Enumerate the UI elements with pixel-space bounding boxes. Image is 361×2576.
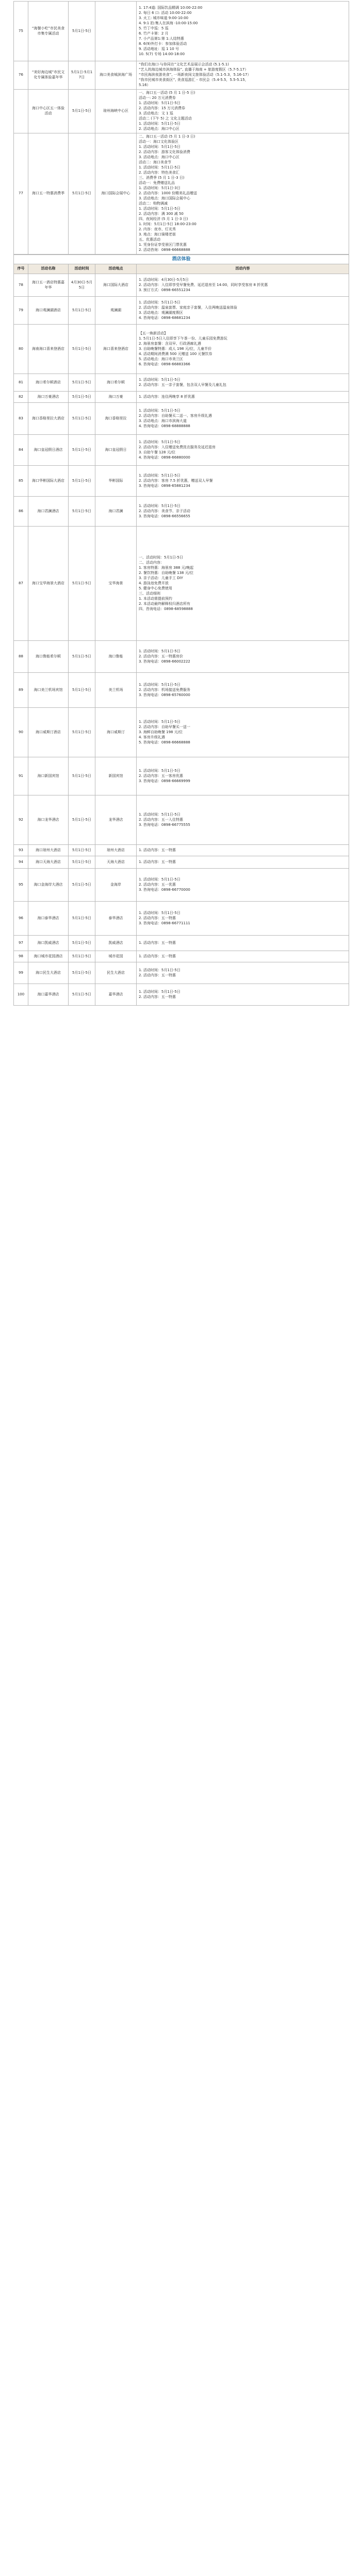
row-number: 95 <box>14 869 28 902</box>
activity-name: 海口凯威酒店 <box>28 936 69 951</box>
content-line: 8. 6(9)外打卡：参加体验活动 <box>139 41 187 46</box>
content-line: 3. 活动地点：海口国际会展中心 <box>139 196 190 200</box>
content-line: 1. 活动时间：5月1日-5日 <box>139 300 180 304</box>
content-line: 5. 咨询电话：0898-66668888 <box>139 740 190 744</box>
activity-content <box>137 936 349 951</box>
content-line: 1. 活动时间：5月1日-5日 <box>139 473 180 478</box>
activity-name: “海餐小吃”市民美食市集专属活动 <box>28 2 69 61</box>
activity-content <box>137 61 349 90</box>
content-line: 2. 海景房套餐：含双早、行政酒廊礼遇 <box>139 341 201 346</box>
content-line: 4. 活动期间消费满 500 元赠送 100 元餐饮券 <box>139 351 212 356</box>
content-line: 5.16） <box>139 83 151 87</box>
content-line: 4. 咨询电话：0898-68681234 <box>139 315 190 320</box>
activity-content <box>137 527 349 641</box>
content-line: 二、活动内容： <box>139 560 164 565</box>
row-number: 91 <box>14 757 28 795</box>
content-line: 10. 5(7) 专场 14:00-18:00 <box>139 52 185 56</box>
table-row <box>14 392 349 403</box>
content-line: 3. 亲子活动：儿童手工 DIY <box>139 575 183 580</box>
content-line: 2. 活动内容：五一特惠 <box>139 994 176 999</box>
content-line: 1. 活动时间：5月1日-5日 <box>139 649 180 653</box>
content-line: 2. 活动内容：游客文化体验消费 <box>139 150 190 154</box>
activity-name: 海口宝华海景大酒店 <box>28 527 69 641</box>
row-number: 96 <box>14 902 28 936</box>
content-line: 2. 活动内容：五一特惠 <box>139 916 176 920</box>
activity-name: 海口中心区五一体验活动 <box>28 90 69 133</box>
activity-place: 海口喜来登酒店 <box>95 325 137 374</box>
activity-content <box>137 90 349 133</box>
content-line: 活动一：海口文化体验区 <box>139 140 178 144</box>
activity-content <box>137 497 349 527</box>
table-row <box>14 435 349 466</box>
table-row <box>14 845 349 856</box>
activity-time: 5月1日-5日 <box>69 325 95 374</box>
table-row <box>14 527 349 641</box>
activity-name: 海口美兰机场宾馆 <box>28 673 69 708</box>
row-number: 93 <box>14 845 28 856</box>
row-number: 81 <box>14 374 28 392</box>
activity-time: 5月1日-5日 <box>69 133 95 255</box>
activity-time: 5月1日-5日 <box>69 856 95 869</box>
content-line: 活动二：购物满减 <box>139 201 168 206</box>
row-number: 76 <box>14 61 28 90</box>
content-line: 5. 健身中心免费使用 <box>139 586 172 590</box>
activity-content <box>137 374 349 392</box>
content-line: 3. 预订方式：0898-66551234 <box>139 287 190 292</box>
content-line: 2. 活动内容：满 300 减 50 <box>139 212 184 216</box>
content-line: 2. 活动内容：自助早餐买一送一 <box>139 724 190 729</box>
activity-time: 5月1日-5日 <box>69 641 95 673</box>
activity-content <box>137 902 349 936</box>
content-line: 3. 活动地点：海口中心区 <box>139 155 179 159</box>
table-row <box>14 274 349 297</box>
activity-time: 5月1日-5日 <box>69 2 95 61</box>
activity-content <box>137 757 349 795</box>
content-line: 1. 活动时间：5月1日-5日 <box>139 408 180 413</box>
content-line: 2. 活动内容：特色美食汇 <box>139 171 179 175</box>
table-row <box>14 673 349 708</box>
activity-time: 5月1日-5日 <box>69 466 95 497</box>
content-line: 2. 活动内容：五一客房优惠 <box>139 773 183 778</box>
activity-time: 5月1日-5日 <box>69 403 95 435</box>
activity-time: 5月1日-5日 <box>69 297 95 325</box>
activity-name: 海口香格里拉大酒店 <box>28 403 69 435</box>
content-line: 2. 活动内容：五一特惠 <box>139 973 176 977</box>
row-number: 100 <box>14 984 28 1006</box>
activity-place: 海口国际大酒店 <box>95 274 137 297</box>
content-line: 1. 活动时间：5月1日-5日 <box>139 877 180 882</box>
content-line: 2. 本活动最终解释权归酒店所有 <box>139 601 190 606</box>
content-line: 2. 活动内容：入住赠送免费洗衣服务及延迟退房 <box>139 445 216 449</box>
activity-place: 琼州大酒店 <box>95 845 137 856</box>
activity-place: 凯威酒店 <box>95 936 137 951</box>
content-line: 3. 地点：海口骑楼老街 <box>139 232 176 236</box>
activity-content <box>137 856 349 869</box>
activity-place: 海口希尔顿 <box>95 374 137 392</box>
content-line: 1. 活动时间：5月1日-5日 <box>139 910 180 915</box>
activity-sheet <box>13 1 349 1006</box>
content-line: 一、活动时间：5月1日-5日 <box>139 555 183 560</box>
activity-content <box>137 708 349 757</box>
content-line: 1. 活动内容：五一特惠 <box>139 859 176 864</box>
content-line: 1. 活动时间：5月1日-5日 <box>139 719 180 724</box>
activity-place: 观澜湖 <box>95 297 137 325</box>
content-line: 1. 活动时间：5月1日-5日 <box>139 812 180 817</box>
activity-place: 泰华酒店 <box>95 902 137 936</box>
content-line: 1. 活动时间：5月1日-5日 <box>139 768 180 773</box>
content-line: 3. 咨询电话：0898-66771111 <box>139 921 190 925</box>
content-line: 5. 活动地点：海口市美兰区 <box>139 357 183 361</box>
col-header-no: 序号 <box>14 264 28 274</box>
activity-content <box>137 392 349 403</box>
row-number: 75 <box>14 2 28 61</box>
content-line: “我市民城市美食街区”, 美食巡游汇 - 市民会（5.4-5.5，5.5-5.15， <box>139 78 249 82</box>
content-line: 1. 活动时间：5月1日-3日 <box>139 186 180 190</box>
activity-place: 嘉华酒店 <box>95 984 137 1006</box>
activity-time: 5月1日-5日 <box>69 902 95 936</box>
activity-place: 宝华海景 <box>95 527 137 641</box>
activity-place: 海口美食城滨海广场 <box>95 61 137 90</box>
row-number: 83 <box>14 403 28 435</box>
activity-time: 5月1日-5日 <box>69 951 95 962</box>
content-line: 2. 活动内容：1000 份精美礼品赠送 <box>139 191 197 195</box>
activity-time: 5月1日-5日 <box>69 527 95 641</box>
content-line: 2. 活动内容：机场接送免费服务 <box>139 687 190 692</box>
content-line: 1. 活动时间：5月1日-5日 <box>139 145 180 149</box>
content-line: 3. 咨询电话：0898-65760000 <box>139 692 190 697</box>
activity-content <box>137 795 349 845</box>
content-line: 2. 活动内容：五一特惠房价 <box>139 654 183 658</box>
table-row <box>14 902 349 936</box>
row-number: 86 <box>14 497 28 527</box>
table-row <box>14 984 349 1006</box>
row-number: 88 <box>14 641 28 673</box>
content-line: 3. 活动地点：文 1 巡 <box>139 111 173 115</box>
activity-name: 海口五一特惠消费季 <box>28 133 69 255</box>
activity-content <box>137 869 349 902</box>
content-line: 2. 活动内容：五一入住特惠 <box>139 817 183 822</box>
table-row <box>14 133 349 255</box>
activity-time: 5月1日-5月17日 <box>69 61 95 90</box>
table-row <box>14 90 349 133</box>
activity-content <box>137 297 349 325</box>
content-line: 二、海口五一活动 (5 月 1 日-3 日) <box>139 134 195 139</box>
row-number: 98 <box>14 951 28 962</box>
content-line: 活动一：免费赠送礼品 <box>139 181 175 185</box>
table-row <box>14 951 349 962</box>
table-row <box>14 962 349 984</box>
activity-content <box>137 641 349 673</box>
content-line: 4. 咨询电话：0898-66880000 <box>139 455 190 460</box>
row-number: 99 <box>14 962 28 984</box>
activity-place: 美兰机场 <box>95 673 137 708</box>
content-line: 四、夜间经济 (5 月 1 日-3 日) <box>139 217 188 221</box>
content-line: 1. 时间：5月1日-5日 18:00-23:00 <box>139 222 196 226</box>
activity-time: 5月1日-5日 <box>69 869 95 902</box>
activity-time: 5月1日-5日 <box>69 673 95 708</box>
table-row <box>14 325 349 374</box>
table-row <box>14 403 349 435</box>
content-line: 一、海口五一活动 (5 月 1 日-5 日) <box>139 91 195 95</box>
activity-name: 海口威斯汀酒店 <box>28 708 69 757</box>
row-number: 82 <box>14 392 28 403</box>
activity-name: 海口鲁能希尔顿 <box>28 641 69 673</box>
content-line: 1. 客房特惠：海景房 388 元/晚起 <box>139 565 194 570</box>
content-line: 7. 小产品第1:第 1:人结特惠 <box>139 36 184 41</box>
content-line: 3. 活动地点：海口市滨海大道 <box>139 418 187 423</box>
activity-name: 海口金海岸大酒店 <box>28 869 69 902</box>
content-line: 1. 17:4道: 国际饮品精调 10:00-22:00 <box>139 5 203 10</box>
col-header-place: 活动地点 <box>95 264 137 274</box>
content-line: 3. 咨询电话：0898-65881234 <box>139 483 190 488</box>
activity-time: 5月1日-5日 <box>69 757 95 795</box>
table-row <box>14 869 349 902</box>
activity-content <box>137 951 349 962</box>
content-line: 1. 活动时间：5月1日-5日 <box>139 377 180 382</box>
table-header-row <box>14 264 349 274</box>
activity-name: 海口五一酒店特惠嘉年华 <box>28 274 69 297</box>
activity-name: 海南海口喜来登酒店 <box>28 325 69 374</box>
activity-place: 海口君澜 <box>95 497 137 527</box>
table-row <box>14 936 349 951</box>
content-line: 1. 活动时间：5月1日-5日 <box>139 101 180 105</box>
content-line: 6. 咨询电话：0898-66883366 <box>139 362 190 366</box>
row-number: 92 <box>14 795 28 845</box>
row-number: 97 <box>14 936 28 951</box>
content-line: 2. 活动内容：自助餐买二送一、客房升级礼遇 <box>139 413 212 418</box>
activity-name: 海口嘉华酒店 <box>28 984 69 1006</box>
content-line: 6. 竹产卡第：2 月 <box>139 31 169 36</box>
row-number: 77 <box>14 133 28 255</box>
content-line: 3. 自助晚餐特惠：成人 198 元/位，儿童半价 <box>139 346 212 351</box>
content-line: 1. 活动时间：5月1日-5日 <box>139 968 180 972</box>
table-row <box>14 466 349 497</box>
content-line: 1. 活动内容：五一特惠 <box>139 954 176 958</box>
content-line: 2. 活动内容：美食节、亲子活动 <box>139 509 190 513</box>
table-row <box>14 757 349 795</box>
section-title: 酒店体验 <box>14 255 349 264</box>
activity-place: 华彬国际 <box>95 466 137 497</box>
table-row <box>14 856 349 869</box>
activity-time: 5月1日-5日 <box>69 708 95 757</box>
content-line: 【五一焕新活动】 <box>139 331 168 335</box>
content-line: 2. 活动咨询：0898-66668888 <box>139 248 190 252</box>
content-line: 4. 9:1 拍:集人在滨海 -10:00-15:00 <box>139 21 198 25</box>
content-line: 3. 咨询电话：0898-66556655 <box>139 514 190 518</box>
row-number: 89 <box>14 673 28 708</box>
content-line: 1. 活动时间：5月1日-5日 <box>139 989 180 994</box>
activity-name: 海口皇冠假日酒店 <box>28 435 69 466</box>
activity-name: 海口城市花园酒店 <box>28 951 69 962</box>
activity-name: 海口观澜湖酒店 <box>28 297 69 325</box>
content-line: 5. 竹丁中巡：5 巡 <box>139 26 169 30</box>
activity-time: 5月1日-5日 <box>69 435 95 466</box>
activity-place: 金海岸 <box>95 869 137 902</box>
activity-name: 海口龙华酒店 <box>28 795 69 845</box>
activity-name: 海口琼州大酒店 <box>28 845 69 856</box>
activity-content <box>137 962 349 984</box>
activity-content <box>137 984 349 1006</box>
col-header-content: 活动内容 <box>137 264 349 274</box>
activity-time: 4月30日-5月5日 <box>69 274 95 297</box>
content-line: 2. 活动内容：客房 7.5 折优惠，赠送双人早餐 <box>139 478 213 483</box>
content-line: 1. 活动内容：五一特惠 <box>139 848 176 852</box>
activity-name: 海口天海大酒店 <box>28 856 69 869</box>
activity-name: 海口民生大酒店 <box>28 962 69 984</box>
table-row <box>14 374 349 392</box>
activity-place: 海口国际会展中心 <box>95 133 137 255</box>
content-line: 2. 活动地点：海口中心区 <box>139 127 179 131</box>
activity-place <box>95 2 137 61</box>
content-line: “艺人的海边城市滨海体验”, 直播于海南 + 旅游度假区（5.7-5.17） <box>139 67 249 72</box>
content-line: 1. 本活动需提前预约 <box>139 596 172 601</box>
content-line: 1. 凭身份证享受景区门票优惠 <box>139 243 187 247</box>
content-line: 3. 自助午餐 128 元/位 <box>139 450 176 454</box>
content-line: 3. 咨询电话：0898-66770000 <box>139 887 190 892</box>
activity-content <box>137 845 349 856</box>
content-line: 1. 活动时间：4月30日-5月5日 <box>139 277 189 282</box>
content-line: 1. 5月1日-5日入住即享下午茶一份、儿童乐园免费游玩 <box>139 336 227 341</box>
activity-name: 海口君澜酒店 <box>28 497 69 527</box>
content-line: 1. 活动时间：5月1日-5日 <box>139 122 180 126</box>
activity-content <box>137 274 349 297</box>
content-line: 1. 活动时间：5月1日-5日 <box>139 503 180 508</box>
activity-time: 5月1日-5日 <box>69 962 95 984</box>
table-row <box>14 641 349 673</box>
activity-time: 5月1日-5日 <box>69 392 95 403</box>
activity-content <box>137 673 349 708</box>
row-number: 85 <box>14 466 28 497</box>
content-line: 1. 活动内容：五一特惠 <box>139 940 176 945</box>
content-line: 3. 咨询电话：0898-66002222 <box>139 659 190 664</box>
activity-place: 海口威斯汀 <box>95 708 137 757</box>
content-line: 2. 活动内容：15 万元消费券 <box>139 106 186 110</box>
activity-content <box>137 325 349 374</box>
row-number: 84 <box>14 435 28 466</box>
content-line: 活动二：海口美食节 <box>139 160 171 164</box>
table-row <box>14 708 349 757</box>
content-line: 2. 活动内容：五一优惠 <box>139 882 176 887</box>
activity-place: 新国宾馆 <box>95 757 137 795</box>
activity-content <box>137 133 349 255</box>
top-table <box>13 1 349 255</box>
content-line: 1. 活动时间：5月1日-5日 <box>139 682 180 687</box>
content-line: 2. 活动内容：五一亲子套餐，包含双人早餐及儿童礼包 <box>139 382 226 387</box>
activity-name: 海口泰华酒店 <box>28 902 69 936</box>
content-line: 3. 火工: 城市味道 9:00-10:00 <box>139 15 189 20</box>
content-line: 活动一: 20 万元消费券 <box>139 96 176 100</box>
row-number: 80 <box>14 325 28 374</box>
content-line: 1. 活动时间：5月1日-5日 <box>139 207 180 211</box>
content-line: “市民海滨夜游美食”, 一场新夜间文旅体验活动（5.1-5.3，5.16-17） <box>139 73 251 77</box>
activity-place: 城市花园 <box>95 951 137 962</box>
table-row <box>14 61 349 90</box>
activity-time: 5月1日-5日 <box>69 795 95 845</box>
content-line: 三、活动细则 <box>139 591 160 596</box>
content-line: 9. 活动地址：巡 1 10 号 <box>139 46 179 51</box>
content-line: 1. 活动内容：连住两晚享 8 折优惠 <box>139 394 195 399</box>
activity-time: 5月1日-5日 <box>69 936 95 951</box>
content-line: 三、消费季 (5 月 1 日-3 日) <box>139 176 185 180</box>
activity-time: 5月1日-5日 <box>69 497 95 527</box>
hotel-table <box>13 255 349 1006</box>
content-line: 活动二 (下午 5) 之 文化主题活动 <box>139 116 192 121</box>
activity-place: 琼州海峡中心区 <box>95 90 137 133</box>
row-number: 87 <box>14 527 28 641</box>
row-number <box>14 90 28 133</box>
activity-place: 天海大酒店 <box>95 856 137 869</box>
table-row <box>14 497 349 527</box>
activity-name: 海口万豪酒店 <box>28 392 69 403</box>
activity-name: 海口希尔顿酒店 <box>28 374 69 392</box>
content-line: 3. 咨询电话：0898-66669999 <box>139 778 190 783</box>
table-row <box>14 2 349 61</box>
activity-place: 海口皇冠假日 <box>95 435 137 466</box>
activity-name: 海口新国宾馆 <box>28 757 69 795</box>
activity-content <box>137 403 349 435</box>
content-line: 4. 咨询电话：0898-68888888 <box>139 423 190 428</box>
content-line: 4. 游泳池免费开放 <box>139 581 169 585</box>
activity-place: 海口万豪 <box>95 392 137 403</box>
content-line: 2. 每日 6 口: 活动 10:00-22:00 <box>139 10 192 15</box>
activity-name: 海口华彬国际大酒店 <box>28 466 69 497</box>
content-line: “我们在海口·与你同在”文化艺术品展示会活动 (5.1-5.1) <box>139 62 229 66</box>
activity-place: 民生大酒店 <box>95 962 137 984</box>
activity-content <box>137 466 349 497</box>
activity-place: 海口香格里拉 <box>95 403 137 435</box>
content-line: 3. 咨询电话：0898-66775555 <box>139 822 190 827</box>
activity-time: 5月1日-5日 <box>69 984 95 1006</box>
row-number: 78 <box>14 274 28 297</box>
col-header-name: 活动名称 <box>28 264 69 274</box>
table-row <box>14 795 349 845</box>
content-line: 1. 活动时间：5月1日-5日 <box>139 439 180 444</box>
row-number: 90 <box>14 708 28 757</box>
content-line: 五、优惠活动 <box>139 238 160 242</box>
row-number: 79 <box>14 297 28 325</box>
activity-time: 5月1日-5日 <box>69 374 95 392</box>
content-line: 四、咨询电话：0898-68598888 <box>139 606 193 611</box>
activity-place: 海口鲁能 <box>95 641 137 673</box>
content-line: 2. 活动内容：温泉套票、家庭亲子套餐，入住两晚送温泉体验 <box>139 305 237 310</box>
content-line: 2. 活动内容：入住即享受早餐免费、延迟退房至 14:00，同时享受客房 8 折优惠 <box>139 282 268 287</box>
row-number: 94 <box>14 856 28 869</box>
activity-time: 5月1日-5日 <box>69 845 95 856</box>
content-line: 2. 餐饮特惠：自助晚餐 138 元/位 <box>139 570 194 575</box>
table-row <box>14 297 349 325</box>
activity-content <box>137 2 349 61</box>
activity-time: 5月1日-5日 <box>69 90 95 133</box>
activity-place: 龙华酒店 <box>95 795 137 845</box>
content-line: 1. 活动时间：5月1日-5日 <box>139 165 180 170</box>
activity-name: “美好海边城”市民文化专属体验嘉年华 <box>28 61 69 90</box>
content-line: 2. 内容：夜市、灯光秀 <box>139 227 176 231</box>
content-line: 3. 海鲜自助晚餐 198 元/位 <box>139 730 183 734</box>
content-line: 3. 活动地点：观澜湖度假区 <box>139 310 183 315</box>
col-header-time: 活动时间 <box>69 264 95 274</box>
activity-content <box>137 435 349 466</box>
content-line: 4. 客房升级礼遇 <box>139 735 165 739</box>
